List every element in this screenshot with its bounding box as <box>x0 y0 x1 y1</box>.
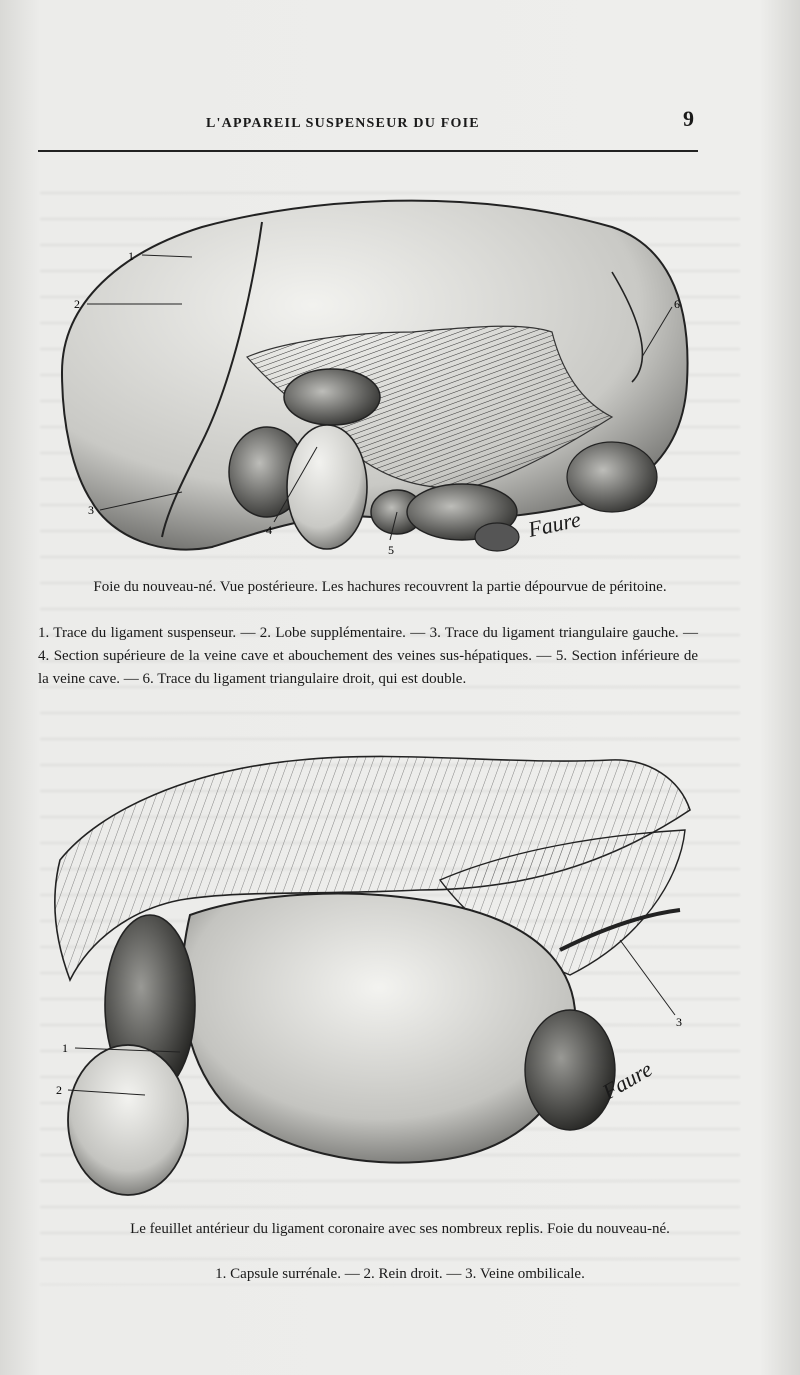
figure2-label-1: 1 <box>62 1041 68 1055</box>
figure2-label-3: 3 <box>676 1015 682 1029</box>
figure-coronary-ligament <box>40 740 710 1210</box>
figure2-caption-title: Le feuillet antérieur du ligament coronaire avec ses nombreux replis. Foie du nouveau-né. <box>130 1221 670 1237</box>
figure1-label-4: 4 <box>266 523 272 537</box>
figure1-label-5: 5 <box>388 543 394 557</box>
small-bulge <box>475 523 519 551</box>
liver-body <box>182 894 575 1163</box>
figure2-signature: Faure <box>598 1056 657 1105</box>
figure1-label-1: 1 <box>128 249 134 263</box>
vena-cava-superior-section <box>284 369 380 425</box>
figure1-caption-title: Foie du nouveau-né. Vue postérieure. Les hachures recouvrent la partie dépourvue de péritoine. <box>93 579 667 595</box>
right-lobe-dark-area <box>567 442 657 512</box>
right-kidney <box>68 1045 188 1195</box>
leader-line-umbilical <box>620 940 675 1015</box>
running-head <box>38 106 698 152</box>
figure1-label-3: 3 <box>88 503 94 517</box>
figure1-signature: Faure <box>525 506 583 542</box>
figure1-label-6: 6 <box>674 297 680 311</box>
figure2-label-2: 2 <box>56 1083 62 1097</box>
posterior-dark-mass <box>525 1010 615 1130</box>
figure2-legend: 1. Capsule surrénale. — 2. Rein droit. — 3. Veine ombilicale. <box>215 1266 585 1282</box>
figure1-label-2: 2 <box>74 297 80 311</box>
figure1-legend: 1. Trace du ligament suspenseur. — 2. Lobe supplémentaire. — 3. Trace du ligament triangulaire gauche. — 4. Section supérieure de la veine cave et abouchement des veines sus-hépatiques. — 5. Section inférieure de la veine cave. — 6. Trace du ligament triangulaire droit, qui est double. <box>38 625 698 687</box>
figure-liver-posterior-view <box>52 182 712 572</box>
caudate-bulge <box>287 425 367 549</box>
page-number: 9 <box>683 106 694 131</box>
running-title: L'APPAREIL SUSPENSEUR DU FOIE <box>206 116 480 131</box>
